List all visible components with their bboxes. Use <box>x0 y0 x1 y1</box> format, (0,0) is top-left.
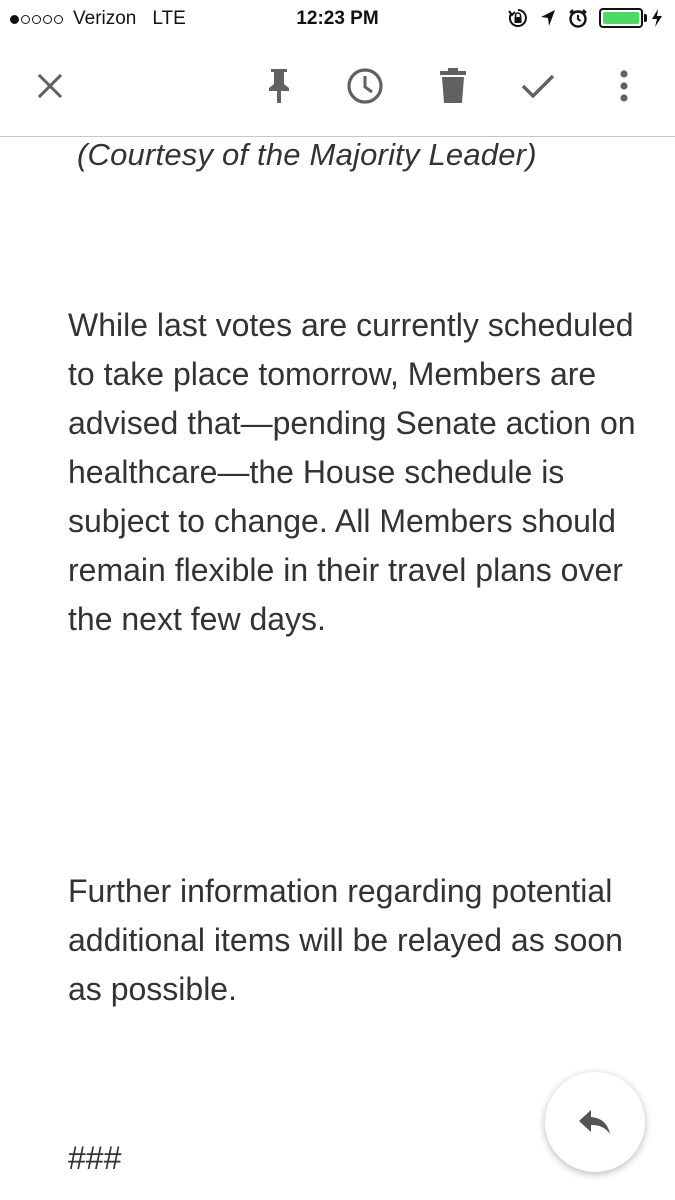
pin-icon <box>264 67 294 105</box>
carrier-name: Verizon <box>73 8 137 29</box>
pin-button[interactable] <box>255 62 303 110</box>
alarm-icon <box>567 7 589 29</box>
charging-bolt-icon <box>651 8 663 28</box>
battery-icon <box>599 8 643 28</box>
more-vert-icon <box>619 69 629 103</box>
courtesy-line: (Courtesy of the Majority Leader) <box>77 137 537 172</box>
battery-level-fill <box>603 12 639 24</box>
reply-button[interactable] <box>545 1072 645 1172</box>
message-toolbar <box>0 40 675 137</box>
end-mark: ### <box>68 1140 122 1176</box>
trash-icon <box>438 67 468 105</box>
body-paragraph-2: Further information regarding potential additional items will be relayed as soon as possible. <box>68 873 623 1007</box>
more-options-button[interactable] <box>600 62 648 110</box>
status-right <box>497 7 663 29</box>
reply-icon <box>578 1109 612 1135</box>
location-arrow-icon <box>539 8 557 28</box>
close-button[interactable] <box>26 62 74 110</box>
snooze-button[interactable] <box>341 62 389 110</box>
rotation-lock-icon <box>507 7 529 29</box>
clock-icon <box>346 67 384 105</box>
battery-cap <box>644 14 647 22</box>
delete-button[interactable] <box>429 62 477 110</box>
close-icon <box>36 72 64 100</box>
check-icon <box>520 71 556 101</box>
status-time: 12:23 PM <box>296 8 379 29</box>
done-button[interactable] <box>514 62 562 110</box>
status-bar <box>0 0 675 40</box>
network-type: LTE <box>152 8 186 29</box>
body-paragraph-1: While last votes are currently scheduled to take place tomorrow, Members are advised that—pending Senate action on healthcare—the House schedule is subject to change. All Members should remain flexible in their travel plans over the next few days. <box>68 307 636 637</box>
message-body <box>0 137 675 1200</box>
